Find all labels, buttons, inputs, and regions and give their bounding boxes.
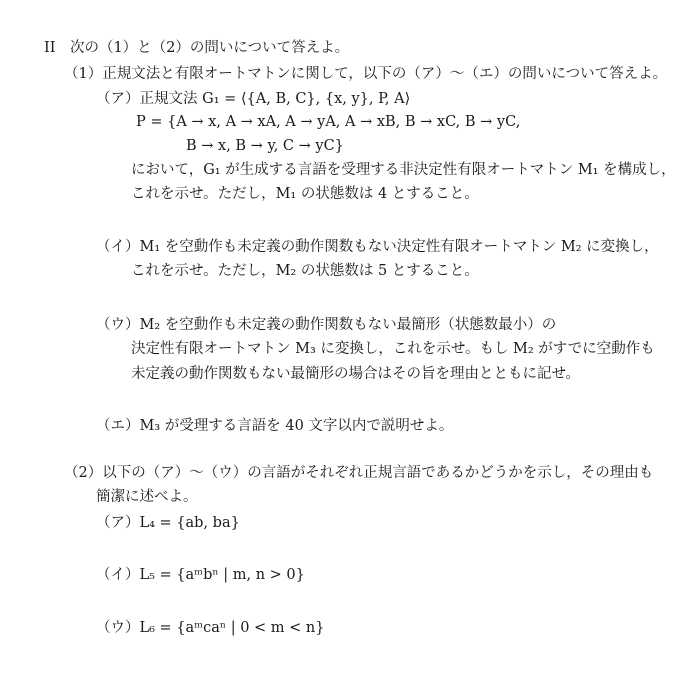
q1a-line1: （ア）正規文法 G₁ = ⟨{A, B, C}, {x, y}, P, A⟩ [96, 91, 411, 107]
q2-intro-line1: （2）以下の（ア）～（ウ）の言語がそれぞれ正規言語であるかどうかを示し，その理由も [64, 465, 654, 481]
q1a-line2: P = {A → x, A → xA, A → yA, A → xB, B → xC, B → yC, [136, 114, 521, 130]
q1u-line3: 未定義の動作関数もない最簡形の場合はその旨を理由とともに記せ。 [131, 366, 581, 382]
q1u-line2: 決定性有限オートマトン M₃ に変換し，これを示せ。もし M₂ がすでに空動作も [131, 341, 655, 357]
q1-intro: （1）正規文法と有限オートマトンに関して，以下の（ア）～（エ）の問いについて答えよ。 [64, 66, 668, 82]
q1u-line1: （ウ）M₂ を空動作も未定義の動作関数もない最簡形（状態数最小）の [96, 317, 557, 333]
q2u-line: （ウ）L₆ = {aᵐcaⁿ | 0 < m < n} [96, 620, 325, 636]
q2i-line: （イ）L₅ = {aᵐbⁿ | m, n > 0} [96, 567, 305, 583]
q1a-line3: B → x, B → y, C → yC} [186, 138, 344, 154]
q2a-line: （ア）L₄ = {ab, ba} [96, 515, 240, 531]
q1a-line5: これを示せ。ただし，M₁ の状態数は 4 とすること。 [131, 186, 479, 202]
q1i-line1: （イ）M₁ を空動作も未定義の動作関数もない決定性有限オートマトン M₂ に変換し， [96, 239, 659, 255]
q1e-line1: （エ）M₃ が受理する言語を 40 文字以内で説明せよ。 [96, 418, 454, 434]
q1i-line2: これを示せ。ただし，M₂ の状態数は 5 とすること。 [131, 263, 479, 279]
problem-header: II 次の（1）と（2）の問いについて答えよ。 [44, 40, 350, 56]
q2-intro-line2: 簡潔に述べよ。 [96, 489, 198, 505]
q1a-line4: において，G₁ が生成する言語を受理する非決定性有限オートマトン M₁ を構成し， [131, 162, 676, 178]
